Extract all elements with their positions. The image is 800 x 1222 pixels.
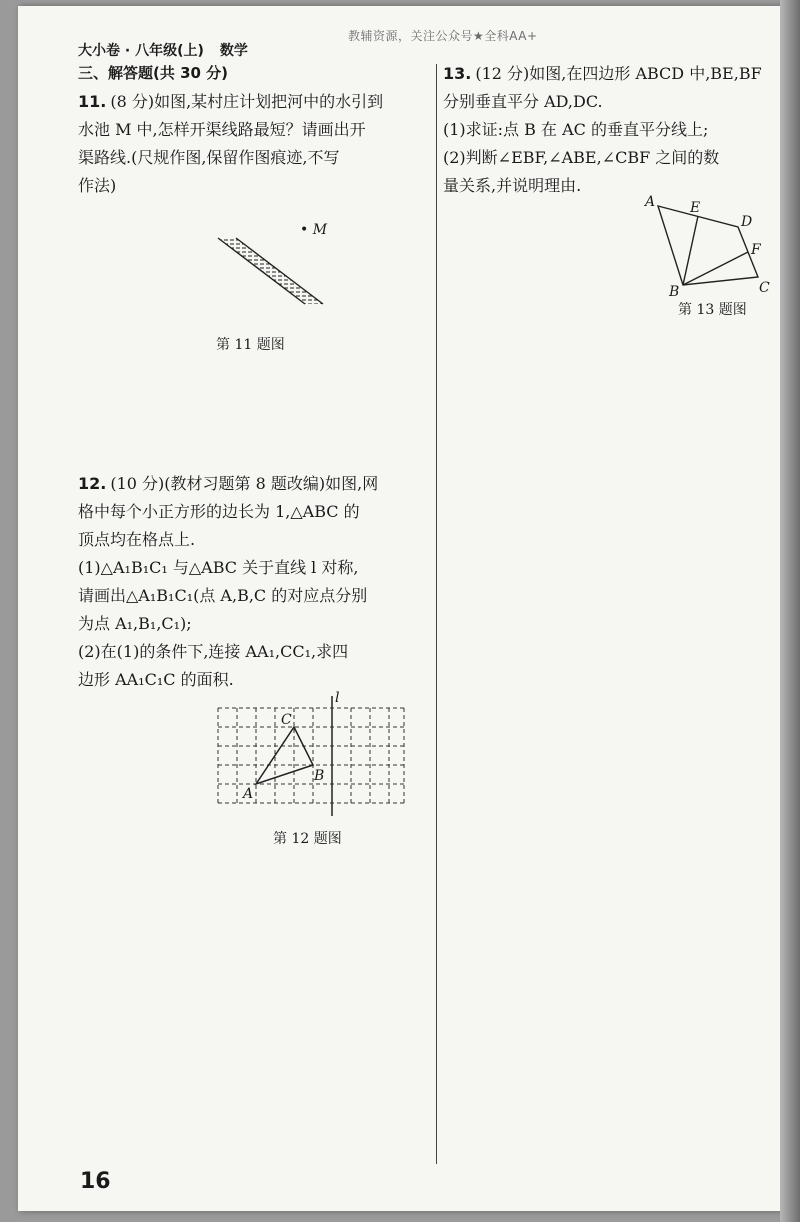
quadrilateral-figure — [643, 192, 793, 302]
grid-figure — [213, 688, 413, 828]
point-B-label: B — [669, 284, 680, 300]
triangle-abc — [256, 727, 313, 784]
point-B-label: B — [314, 768, 325, 784]
problem-13-line-4: (2)判断∠EBF,∠ABE,∠CBF 之间的数 — [443, 148, 720, 167]
problem-12-line-1: (10 分)(教材习题第 8 题改编)如图,网 — [110, 474, 379, 493]
point-C-label: C — [281, 712, 292, 728]
subject-label: 数学 — [219, 43, 248, 59]
problem-11-line-2: 水池 M 中,怎样开渠线路最短？请画出开 — [78, 120, 366, 139]
segment-BE — [683, 216, 698, 285]
problem-12-line-4: (1)△A₁B₁C₁ 与△ABC 关于直线 l 对称, — [78, 558, 359, 577]
problem-12-number: 12. — [78, 474, 107, 493]
problem-11-line-3: 渠路线.(尺规作图,保留作图痕迹,不写 — [78, 148, 340, 167]
problem-12-line-5: 请画出△A₁B₁C₁(点 A,B,C 的对应点分别 — [78, 586, 368, 605]
problem-13-line-1: (12 分)如图,在四边形 ABCD 中,BE,BF — [475, 64, 762, 83]
problem-13-caption: 第 13 题图 — [678, 302, 747, 318]
book-title: 大小卷 · 八年级(上) — [78, 43, 204, 59]
problem-11-line-4: 作法) — [78, 176, 117, 195]
problem-13-line-3: (1)求证:点 B 在 AC 的垂直平分线上; — [443, 120, 709, 139]
line-l-label: l — [335, 690, 340, 706]
watermark: 教辅资源，关注公众号★全科AA+ — [348, 29, 538, 43]
problem-12-line-6: 为点 A₁,B₁,C₁); — [78, 614, 192, 633]
problem-12-line-7: (2)在(1)的条件下,连接 AA₁,CC₁,求四 — [78, 642, 349, 661]
river-bank-upper — [218, 238, 305, 304]
segment-BF — [683, 252, 748, 285]
page-header — [78, 40, 248, 60]
point-D-label: D — [741, 214, 753, 230]
page-sheet — [18, 6, 783, 1211]
section-title: 三、解答题(共 30 分) — [78, 64, 229, 82]
problem-13-line-2: 分别垂直平分 AD,DC. — [443, 92, 603, 111]
problem-13-line-5: 量关系,并说明理由. — [443, 176, 582, 195]
page-number: 16 — [80, 1169, 111, 1194]
problem-13 — [443, 60, 762, 200]
page-edge-shadow — [780, 0, 800, 1222]
problem-11-line-1: (8 分)如图,某村庄计划把河中的水引到 — [110, 92, 384, 111]
problem-12 — [78, 470, 378, 694]
problem-11 — [78, 88, 383, 200]
column-divider — [436, 64, 437, 1164]
point-E-label: E — [690, 200, 701, 216]
point-A-label: A — [645, 194, 656, 210]
problem-12-line-3: 顶点均在格点上. — [78, 530, 196, 549]
point-M-label: • M — [300, 222, 328, 238]
river-band — [218, 238, 323, 304]
problem-12-line-2: 格中每个小正方形的边长为 1,△ABC 的 — [78, 502, 360, 521]
problem-12-line-8: 边形 AA₁C₁C 的面积. — [78, 670, 234, 689]
problem-11-number: 11. — [78, 92, 107, 111]
river-bank-lower — [236, 238, 323, 304]
point-C-label: C — [759, 280, 770, 296]
problem-13-number: 13. — [443, 64, 472, 83]
problem-11-caption: 第 11 题图 — [216, 337, 285, 353]
river-figure — [188, 214, 348, 324]
point-F-label: F — [751, 242, 761, 258]
problem-12-caption: 第 12 题图 — [273, 831, 342, 847]
point-A-label: A — [243, 786, 254, 802]
